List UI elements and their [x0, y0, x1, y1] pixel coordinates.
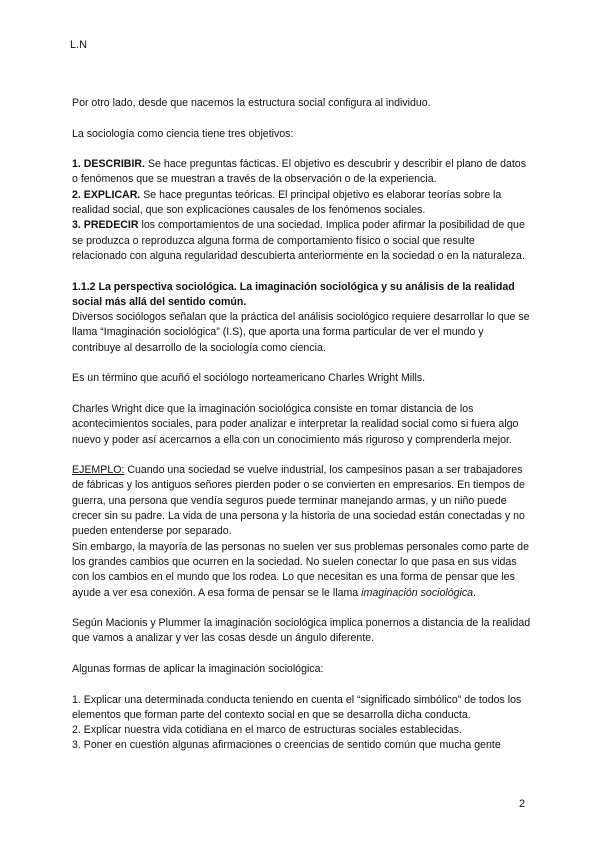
paragraph: Por otro lado, desde que nacemos la estructura social configura al individuo. [72, 97, 431, 109]
example-cont-text: Sin embargo, la mayoría de las personas no suelen ver sus problemas personales como parte de los grandes cambios que ocurren en la sociedad. No suelen conectar lo que pasa en sus vidas con los cambios en el mundo que los rodea. Lo que necesitan es una forma de pensar que les ayude a ver esa conexión. A esa forma de pensar se le llama [72, 540, 529, 599]
paragraph: Diversos sociólogos señalan que la práctica del análisis sociológico requiere desarrollar lo que se llama “Imaginación sociológica” (I.S), que aporta una forma particular de ver el mundo y contribuye al desarrollo de la sociología como ciencia. [72, 311, 530, 354]
page-number: 2 [519, 798, 526, 810]
example-label: EJEMPLO: [72, 464, 125, 477]
objective-title: 1. DESCRIBIR. [72, 158, 145, 171]
example-term: imaginación sociológica [361, 586, 474, 599]
example-continuation [72, 540, 532, 601]
objective-text: Se hace preguntas teóricas. El principal objetivo es elaborar teorías sobre la realidad social, que son explicaciones causales de los fenómenos sociales. [72, 188, 502, 217]
paragraph: Charles Wright dice que la imaginación sociológica consiste en tomar distancia de los acontecimientos sociales, para poder analizar e interpretar la realidad social como si fuera algo nuevo y poder así acercarnos a ella con un conocimiento más riguroso y comprenderla mejor. [72, 402, 519, 446]
paragraph: Según Macionis y Plummer la imaginación sociológica implica ponernos a distancia de la realidad que vamos a analizar y ver las cosas desde un ángulo diferente. [72, 617, 531, 645]
objectives-list [72, 157, 532, 264]
section-heading-text: 1.1.2 La perspectiva sociológica. La imaginación sociológica y su análisis de la realidad social más allá del sentido común. [72, 280, 515, 308]
list-item: 2. Explicar nuestra vida cotidiana en el marco de estructuras sociales establecidas. [72, 724, 462, 737]
objective-item [72, 188, 532, 219]
list-item: 1. Explicar una determinada conducta teniendo en cuenta el “significado simbólico” de todos los elementos que forman parte del contexto social en que se desarrolla dicha conducta. [72, 693, 522, 721]
paragraph: Algunas formas de aplicar la imaginación sociológica: [72, 662, 324, 675]
objective-title: 2. EXPLICAR. [72, 188, 141, 201]
ways-list [72, 693, 532, 754]
header-initials: L.N [70, 39, 88, 51]
example-text: Cuando una sociedad se vuelve industrial, los campesinos pasan a ser trabajadores de fábricas y los antiguos señores pierden poder o se convierten en empresarios. En tiempos de guerra, una persona que vendía seguros puede terminar manejando armas, y un niño puede crecer sin su padre. La vida de una persona y la historia de una sociedad están conectadas y no pueden entenderse por separado. [72, 464, 525, 538]
list-item: 3. Poner en cuestión algunas afirmaciones o creencias de sentido común que mucha gente [72, 739, 501, 752]
objective-text: los comportamientos de una sociedad. Implica poder afirmar la posibilidad de que se produzca o reproduzca alguna forma de comportamiento físico o social que resulte relacionado con alguna regularidad descubierta anteriormente en la sociedad o en la naturaleza. [72, 219, 525, 262]
objective-title: 3. PREDECIR [72, 219, 139, 232]
document-body [72, 96, 532, 754]
paragraph: Es un término que acuñó el sociólogo norteamericano Charles Wright Mills. [72, 372, 426, 385]
example-end: . [473, 586, 476, 599]
paragraph: La sociología como ciencia tiene tres objetivos: [72, 127, 294, 140]
example-paragraph [72, 463, 532, 539]
objective-text: Se hace preguntas fácticas. El objetivo es descubrir y describir el plano de datos o fenómenos que se muestran a través de la observación o de la experiencia. [72, 158, 526, 186]
objective-item [72, 157, 532, 188]
objective-item [72, 218, 532, 264]
section-heading [72, 280, 532, 311]
